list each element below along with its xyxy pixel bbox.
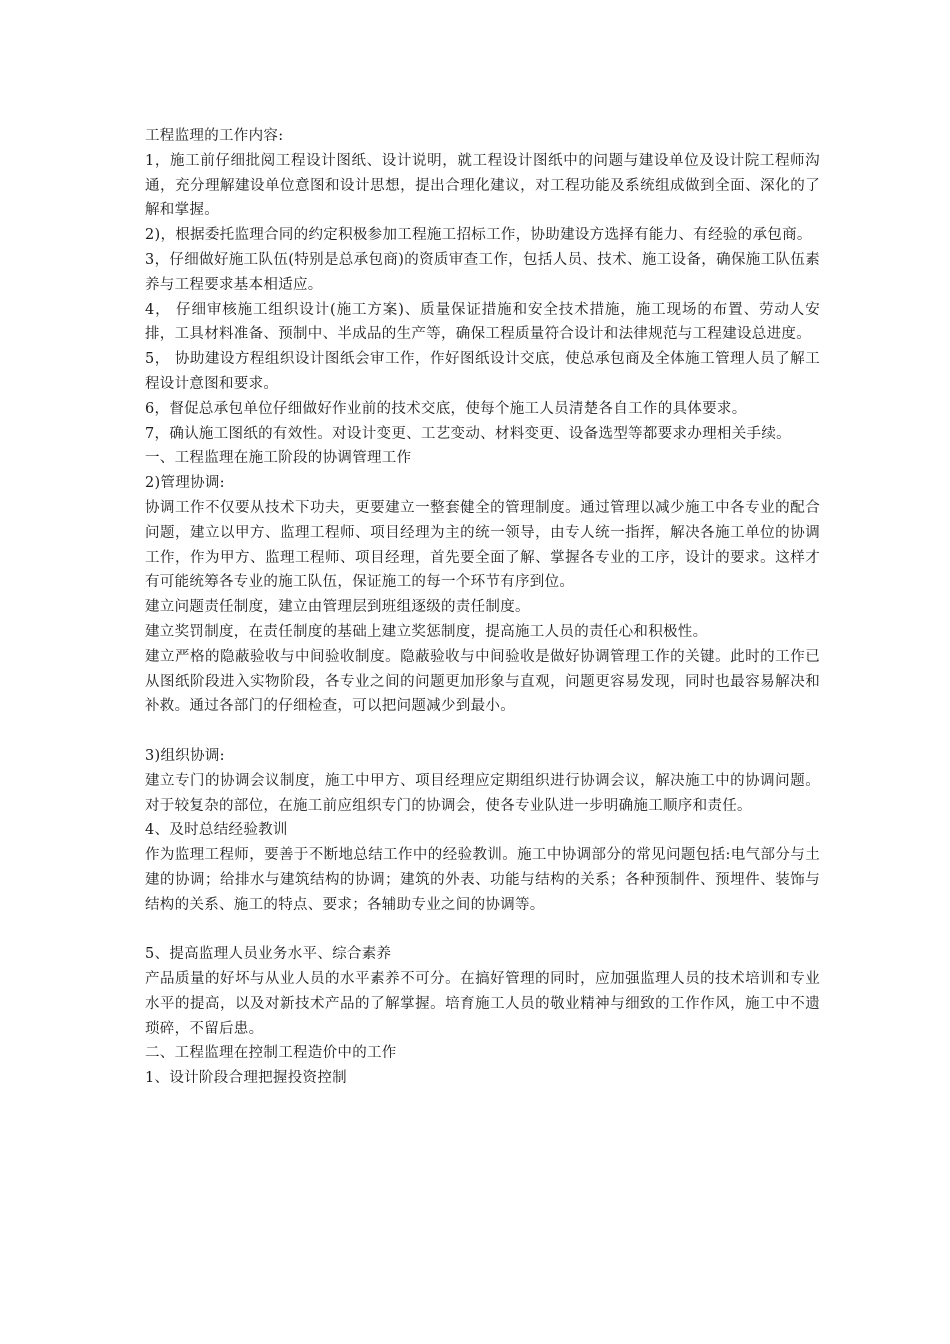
paragraph: 产品质量的好坏与从业人员的水平素养不可分。在搞好管理的同时，应加强监理人员的技术培训和专业水平的提高，以及对新技术产品的了解掌握。培育施工人员的敬业精神与细致的工作作风，施工中不遗琐碎，不留后患。 [145,971,820,1037]
paragraph: 3，仔细做好施工队伍(特别是总承包商)的资质审查工作，包括人员、技术、施工设备，确保施工队伍素养与工程要求基本相适应。 [145,251,820,293]
subsection-heading: 2)管理协调: [145,475,225,492]
subsection-heading: 1、设计阶段合理把握投资控制 [145,1070,347,1087]
document-body [145,124,820,1091]
paragraph: 1，施工前仔细批阅工程设计图纸、设计说明，就工程设计图纸中的问题与建设单位及设计院工程师沟通，充分理解建设单位意图和设计思想，提出合理化建议，对工程功能及系统组成做到全面、深化的了解和掌握。 [145,152,820,219]
paragraph: 协调工作不仅要从技术下功夫，更要建立一整套健全的管理制度。通过管理以减少施工中各专业的配合问题，建立以甲方、监理工程师、项目经理为主的统一领导，由专人统一指挥，解决各施工单位的协调工作，作为甲方、监理工程师、项目经理，首先要全面了解、掌握各专业的工序，设计的要求。这样才有可能统筹各专业的施工队伍，保证施工的每一个环节有序到位。 [145,499,820,591]
paragraph: 建立问题责任制度，建立由管理层到班组逐级的责任制度。 [145,599,530,616]
paragraph: 7，确认施工图纸的有效性。对设计变更、工艺变动、材料变更、设备选型等都要求办理相关手续。 [145,425,791,442]
blank-line [145,918,820,943]
paragraph: 6，督促总承包单位仔细做好作业前的技术交底，使每个施工人员清楚各自工作的具体要求。 [145,400,747,417]
paragraph: 建立严格的隐蔽验收与中间验收制度。隐蔽验收与中间验收是做好协调管理工作的关键。此时的工作已从图纸阶段进入实物阶段，各专业之间的问题更加形象与直观，问题更容易发现，同时也最容易解决和补救。通过各部门的仔细检查，可以把问题减少到最小。 [145,648,820,715]
section-heading: 二、工程监理在控制工程造价中的工作 [145,1045,397,1062]
subsection-heading: 4、及时总结经验教训 [145,822,288,839]
subsection-heading: 5、提高监理人员业务水平、综合素养 [145,946,392,963]
paragraph: 2)，根据委托监理合同的约定积极参加工程施工招标工作，协助建设方选择有能力、有经验的承包商。 [145,227,812,244]
blank-line [145,719,820,744]
paragraph: 作为监理工程师，要善于不断地总结工作中的经验教训。施工中协调部分的常见问题包括:电气部分与土建的协调；给排水与建筑结构的协调；建筑的外表、功能与结构的关系；各种预制件、预埋件、装饰与结构的关系、施工的特点、要求；各辅助专业之间的协调等。 [145,847,820,913]
section-heading: 一、工程监理在施工阶段的协调管理工作 [145,450,412,467]
paragraph: 5， 协助建设方程组织设计图纸会审工作，作好图纸设计交底，使总承包商及全体施工管理人员了解工程设计意图和要求。 [145,351,820,392]
paragraph: 建立奖罚制度，在责任制度的基础上建立奖惩制度，提高施工人员的责任心和积极性。 [145,623,708,640]
doc-title: 工程监理的工作内容: [145,128,284,144]
paragraph: 4， 仔细审核施工组织设计(施工方案)、质量保证措施和安全技术措施，施工现场的布置、劳动人安排，工具材料准备、预制中、半成品的生产等，确保工程质量符合设计和法律规范与工程建设总进度。 [145,301,820,343]
paragraph: 建立专门的协调会议制度，施工中甲方、项目经理应定期组织进行协调会议，解决施工中的协调问题。对于较复杂的部位，在施工前应组织专门的协调会，使各专业队进一步明确施工顺序和责任。 [145,772,820,814]
subsection-heading: 3)组织协调: [145,747,225,764]
